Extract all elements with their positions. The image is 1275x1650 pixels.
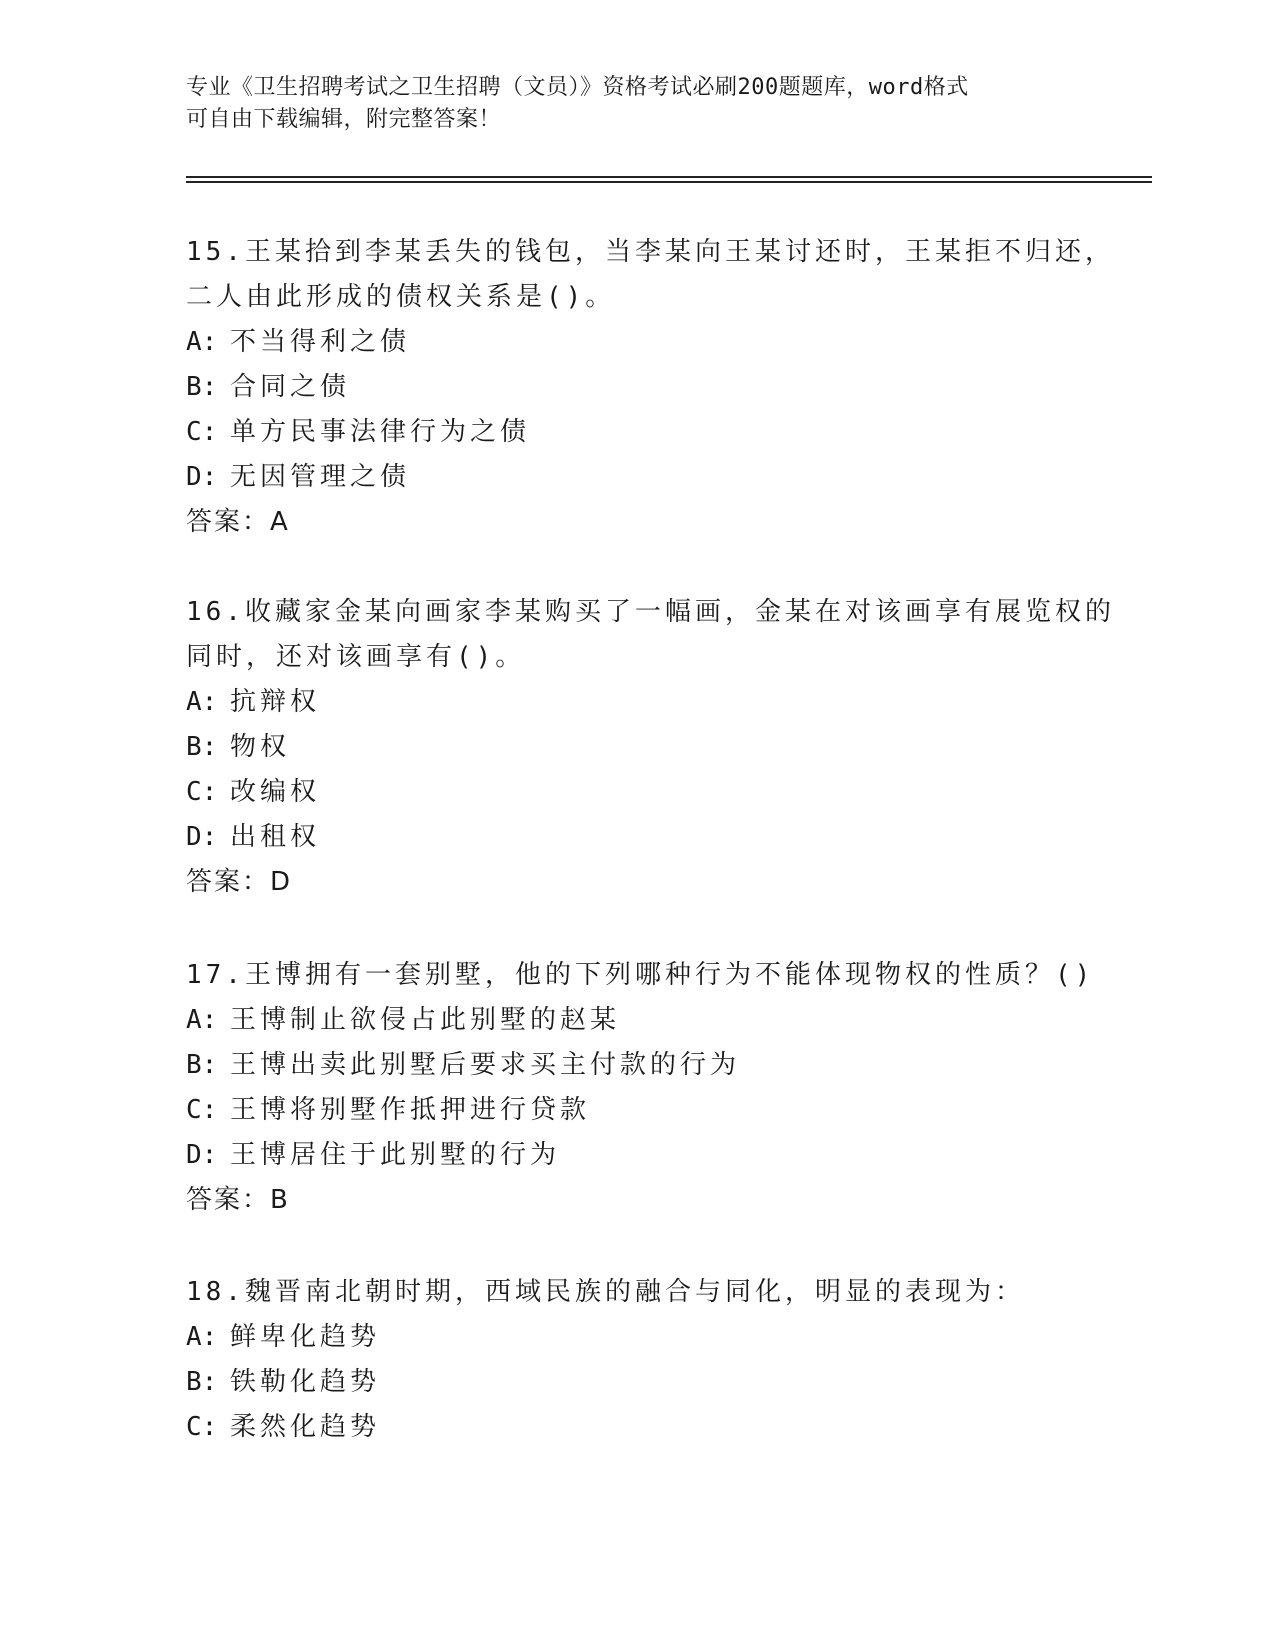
question-stem-line: 同时，还对该画享有()。 <box>186 642 526 672</box>
option-text: 不当得利之债 <box>230 327 411 357</box>
option-letter: B: <box>186 1050 218 1080</box>
option-a <box>186 998 1086 1043</box>
option-text: 王博将别墅作抵押进行贷款 <box>230 1095 591 1125</box>
option-text: 抗辩权 <box>230 687 321 717</box>
option-letter: D: <box>186 822 218 852</box>
document-header <box>186 72 1086 136</box>
question-17 <box>186 953 1095 1223</box>
question-18 <box>186 1270 1086 1450</box>
answer-label: 答案：A <box>186 507 290 537</box>
option-a <box>186 320 1086 365</box>
option-letter: C: <box>186 417 218 447</box>
option-d <box>186 1133 1086 1178</box>
option-text: 无因管理之债 <box>230 462 411 492</box>
option-c <box>186 410 1086 455</box>
option-text: 鲜卑化趋势 <box>230 1322 381 1352</box>
option-letter: A: <box>186 687 218 717</box>
option-b <box>186 1043 1086 1088</box>
question-16 <box>186 590 1115 905</box>
option-letter: B: <box>186 372 218 402</box>
question-stem-line: 二人由此形成的债权关系是()。 <box>186 282 616 312</box>
option-text: 柔然化趋势 <box>230 1412 381 1442</box>
answer-label: 答案：B <box>186 1185 290 1215</box>
option-a <box>186 680 1086 725</box>
question-stem-line: 15.王某拾到李某丢失的钱包，当李某向王某讨还时，王某拒不归还， <box>186 237 1115 267</box>
question-stem-line: 18.魏晋南北朝时期，西域民族的融合与同化，明显的表现为： <box>186 1277 1025 1307</box>
header-divider-top <box>186 176 1152 178</box>
option-letter: A: <box>186 1005 218 1035</box>
option-b <box>186 725 1086 770</box>
option-text: 改编权 <box>230 777 321 807</box>
option-letter: B: <box>186 732 218 762</box>
option-text: 合同之债 <box>230 372 351 402</box>
question-15 <box>186 230 1115 545</box>
option-text: 铁勒化趋势 <box>230 1367 381 1397</box>
option-letter: C: <box>186 1412 218 1442</box>
option-b <box>186 365 1086 410</box>
option-text: 王博制止欲侵占此别墅的赵某 <box>230 1005 621 1035</box>
option-letter: D: <box>186 462 218 492</box>
option-text: 单方民事法律行为之债 <box>230 417 531 447</box>
option-text: 物权 <box>230 732 291 762</box>
option-d <box>186 815 1086 860</box>
option-text: 出租权 <box>230 822 321 852</box>
option-text: 王博居住于此别墅的行为 <box>230 1140 561 1170</box>
option-c <box>186 1088 1086 1133</box>
option-letter: C: <box>186 1095 218 1125</box>
question-stem-line: 17.王博拥有一套别墅，他的下列哪种行为不能体现物权的性质？() <box>186 960 1095 990</box>
option-letter: A: <box>186 1322 218 1352</box>
option-letter: C: <box>186 777 218 807</box>
option-text: 王博出卖此别墅后要求买主付款的行为 <box>230 1050 741 1080</box>
option-a <box>186 1315 1086 1360</box>
header-line-1: 专业《卫生招聘考试之卫生招聘（文员）》资格考试必刷200题题库，word格式 <box>186 75 969 100</box>
header-line-2: 可自由下载编辑，附完整答案！ <box>186 107 502 132</box>
option-b <box>186 1360 1086 1405</box>
question-stem-line: 16.收藏家金某向画家李某购买了一幅画，金某在对该画享有展览权的 <box>186 597 1115 627</box>
option-letter: D: <box>186 1140 218 1170</box>
option-c <box>186 1405 1086 1450</box>
option-c <box>186 770 1086 815</box>
option-letter: B: <box>186 1367 218 1397</box>
header-divider-bottom <box>186 181 1152 183</box>
option-letter: A: <box>186 327 218 357</box>
answer-label: 答案：D <box>186 867 293 897</box>
option-d <box>186 455 1086 500</box>
